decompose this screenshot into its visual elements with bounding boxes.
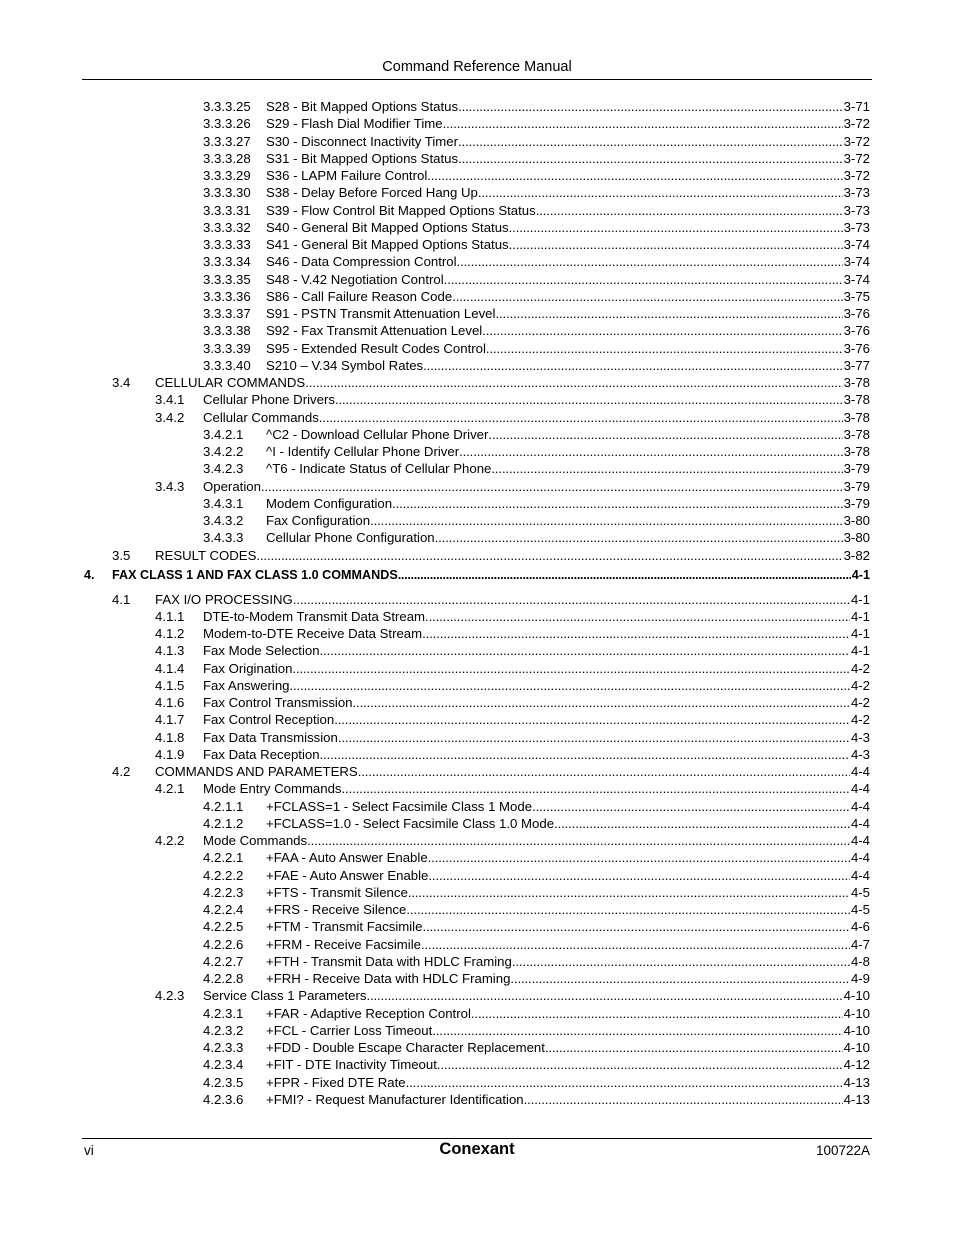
toc-entry-number: 3.4.3 <box>155 478 185 494</box>
toc-entry[interactable] <box>112 591 870 608</box>
dot-leader <box>458 133 843 150</box>
dot-leader <box>353 694 850 711</box>
dot-leader <box>319 409 843 426</box>
dot-leader <box>509 236 843 253</box>
toc-entry-number: 4.2.2.3 <box>203 884 244 900</box>
toc-entry-title: +FCLASS=1 - Select Facsimile Class 1 Mode <box>266 798 533 814</box>
toc-entry[interactable] <box>112 374 870 391</box>
toc-entry-page: 4-1 <box>850 591 870 607</box>
toc-entry-number: 3.3.3.39 <box>203 340 251 356</box>
dot-leader <box>320 746 850 763</box>
toc-entry-page: 3-78 <box>843 444 870 459</box>
toc-entry-number: 4.2.2.7 <box>203 953 244 969</box>
toc-entry-title: CELLULAR COMMANDS <box>155 375 306 390</box>
toc-entry-title: Fax Data Reception <box>203 746 320 762</box>
toc-entry-title: +FIT - DTE Inactivity Timeout <box>266 1057 437 1073</box>
toc-entry-number: 4.2.3 <box>155 988 185 1004</box>
toc-entry[interactable] <box>203 271 870 288</box>
dot-leader <box>427 167 842 184</box>
toc-entry-number: 3.3.3.35 <box>203 271 251 287</box>
toc-entry-number: 3.4.2.1 <box>203 426 244 442</box>
toc-entry-title: S36 - LAPM Failure Control <box>266 168 428 183</box>
dot-leader <box>458 150 843 167</box>
toc-entry-title: +FAE - Auto Answer Enable <box>266 867 429 883</box>
toc-entry-title: S31 - Bit Mapped Options Status <box>266 150 459 166</box>
toc-entry-page: 4-1 <box>850 608 870 624</box>
toc-entry-page: 3-72 <box>843 168 870 183</box>
toc-entry-title: +FRS - Receive Silence <box>266 902 407 917</box>
toc-entry-page: 4-4 <box>850 798 870 814</box>
toc-entry-title: +FRM - Receive Facsimile <box>266 936 421 952</box>
toc-entry[interactable] <box>203 970 870 987</box>
toc-entry-title: RESULT CODES <box>155 547 257 563</box>
toc-entry-title: Fax Configuration <box>266 513 371 528</box>
toc-entry[interactable] <box>203 115 870 132</box>
toc-entry-page: 3-82 <box>843 547 870 563</box>
dot-leader <box>510 970 850 987</box>
dot-leader <box>471 1005 843 1022</box>
toc-entry-number: 3.3.3.28 <box>203 150 251 166</box>
running-header-title: Command Reference Manual <box>382 59 572 75</box>
toc-entry[interactable] <box>203 867 870 884</box>
toc-entry-number: 3.3.3.36 <box>203 288 251 304</box>
toc-entry[interactable] <box>112 547 870 564</box>
toc-entry-number: 4.2.3.1 <box>203 1005 244 1021</box>
toc-entry-page: 4-2 <box>850 695 870 710</box>
dot-leader <box>512 953 850 970</box>
dot-leader <box>408 884 850 901</box>
toc-entry-number: 3.3.3.31 <box>203 202 251 218</box>
toc-entry[interactable] <box>203 901 870 918</box>
toc-entry[interactable] <box>155 608 870 625</box>
toc-entry-title: COMMANDS AND PARAMETERS <box>155 764 358 779</box>
toc-entry[interactable] <box>155 832 870 849</box>
toc-entry-number: 3.4 <box>112 375 131 390</box>
toc-entry-page: 4-10 <box>843 1005 870 1021</box>
dot-leader <box>406 1074 843 1091</box>
toc-entry-number: 3.4.3.1 <box>203 495 244 511</box>
toc-entry[interactable] <box>203 167 870 184</box>
toc-entry-number: 3.4.3.2 <box>203 513 244 528</box>
toc-entry[interactable] <box>155 642 870 659</box>
dot-leader <box>545 1039 843 1056</box>
toc-entry[interactable] <box>155 677 870 694</box>
toc-entry-page: 3-74 <box>843 271 870 287</box>
toc-entry-page: 4-1 <box>850 626 870 641</box>
footer-doc-number: 100722A <box>815 1143 870 1158</box>
dot-leader <box>459 443 843 460</box>
dot-leader <box>437 1056 843 1073</box>
toc-entry-title: Cellular Commands <box>203 409 319 425</box>
toc-entry-title: Fax Data Transmission <box>203 729 338 745</box>
toc-entry-page: 4-4 <box>850 781 870 797</box>
toc-entry[interactable] <box>203 798 870 815</box>
toc-entry-title: Mode Entry Commands <box>203 781 342 797</box>
dot-leader <box>366 987 842 1004</box>
toc-entry-number: 4.2.1.2 <box>203 815 244 831</box>
toc-entry-number: 4.1.1 <box>155 608 185 624</box>
toc-entry-number: 4.2.3.3 <box>203 1040 244 1055</box>
toc-entry[interactable] <box>203 1091 870 1108</box>
dot-leader <box>423 357 842 374</box>
toc-entry-title: S41 - General Bit Mapped Options Status <box>266 237 509 252</box>
toc-entry-number: 4.1.5 <box>155 677 185 693</box>
toc-entry-title: +FTS - Transmit Silence <box>266 884 408 900</box>
toc-entry-page: 4-2 <box>850 660 870 676</box>
toc-entry[interactable] <box>203 815 870 832</box>
toc-entry[interactable] <box>203 98 870 115</box>
toc-entry-page: 3-77 <box>843 357 870 373</box>
toc-entry-title: Cellular Phone Drivers <box>203 392 335 408</box>
toc-entry-title: ^C2 - Download Cellular Phone Driver <box>266 426 489 442</box>
dot-leader <box>444 271 843 288</box>
dot-leader <box>491 460 842 477</box>
toc-entry-page: 4-10 <box>843 988 870 1004</box>
toc-entry-number: 4.2.2.8 <box>203 971 244 986</box>
dot-leader <box>338 729 850 746</box>
toc-entry-page: 4-6 <box>850 919 870 935</box>
toc-entry-title: FAX CLASS 1 AND FAX CLASS 1.0 COMMANDS <box>112 568 398 583</box>
dot-leader <box>293 591 850 608</box>
toc-entry-page: 3-78 <box>843 392 870 408</box>
toc-entry-title: Fax Origination <box>203 660 293 676</box>
toc-entry-number: 4.1.6 <box>155 695 185 710</box>
toc-entry[interactable] <box>203 512 870 529</box>
toc-entry[interactable] <box>203 236 870 253</box>
toc-entry-page: 3-72 <box>843 116 870 132</box>
toc-entry-number: 3.3.3.32 <box>203 219 251 235</box>
dot-leader <box>554 815 850 832</box>
toc-entry-title: S210 – V.34 Symbol Rates <box>266 357 424 373</box>
toc-entry-page: 3-74 <box>843 237 870 252</box>
toc-entry-page: 4-4 <box>850 833 870 848</box>
toc-entry-title: +FCL - Carrier Loss Timeout <box>266 1022 433 1038</box>
toc-entry-title: S29 - Flash Dial Modifier Time <box>266 116 443 132</box>
toc-entry-title: Fax Control Transmission <box>203 695 353 710</box>
toc-entry-title: S39 - Flow Control Bit Mapped Options Status <box>266 202 536 218</box>
toc-entry[interactable] <box>155 729 870 746</box>
dot-leader <box>478 184 843 201</box>
toc-entry-number: 3.3.3.25 <box>203 99 251 114</box>
toc-entry-number: 3.4.1 <box>155 392 185 408</box>
toc-entry-title: S92 - Fax Transmit Attenuation Level <box>266 323 483 339</box>
dot-leader <box>342 780 850 797</box>
toc-entry-title: Modem Configuration <box>266 495 393 511</box>
toc-entry-title: +FRH - Receive Data with HDLC Framing <box>266 971 511 986</box>
toc-entry-number: 3.4.3.3 <box>203 530 244 546</box>
toc-entry-page: 3-79 <box>843 495 870 511</box>
toc-entry-page: 4-3 <box>850 746 870 762</box>
dot-leader <box>422 625 850 642</box>
toc-entry-number: 3.3.3.27 <box>203 133 251 149</box>
dot-leader <box>532 798 850 815</box>
toc-entry-page: 4-10 <box>843 1022 870 1038</box>
toc-entry-number: 3.5 <box>112 547 131 563</box>
toc-entry-title: Cellular Phone Configuration <box>266 530 435 546</box>
toc-entry-page: 4-1 <box>850 643 870 659</box>
toc-entry-page: 3-71 <box>843 99 870 114</box>
toc-entry-page: 4-13 <box>843 1091 870 1107</box>
dot-leader <box>457 253 843 270</box>
toc-entry-page: 3-76 <box>843 306 870 321</box>
toc-entry[interactable] <box>155 409 870 426</box>
toc-entry-page: 3-79 <box>843 461 870 477</box>
toc-entry-number: 4.1.3 <box>155 643 185 659</box>
dot-leader <box>458 98 843 115</box>
dot-leader <box>428 849 850 866</box>
dot-leader <box>482 322 842 339</box>
toc-entry-number: 4.2.2.6 <box>203 936 244 952</box>
toc-entry-page: 4-7 <box>850 936 870 952</box>
footer-page-number: vi <box>84 1143 94 1158</box>
dot-leader <box>425 608 850 625</box>
toc-entry-title: S48 - V.42 Negotiation Control <box>266 271 444 287</box>
dot-leader <box>292 660 850 677</box>
toc-entry-page: 4-9 <box>850 971 870 986</box>
toc-entry[interactable] <box>112 763 870 780</box>
toc-entry-title: S38 - Delay Before Forced Hang Up <box>266 185 478 201</box>
toc-entry[interactable] <box>155 625 870 642</box>
toc-entry-page: 4-2 <box>850 712 870 728</box>
toc-entry-number: 4. <box>84 568 95 583</box>
toc-entry-title: +FDD - Double Escape Character Replacement <box>266 1040 545 1055</box>
toc-entry-page: 3-78 <box>843 375 870 390</box>
dot-leader <box>428 867 850 884</box>
toc-entry[interactable] <box>203 953 870 970</box>
dot-leader <box>432 1022 842 1039</box>
toc-entry-page: 4-5 <box>850 884 870 900</box>
toc-entry-title: S95 - Extended Result Codes Control <box>266 340 486 356</box>
toc-entry-page: 4-4 <box>850 764 870 779</box>
toc-entry[interactable] <box>203 288 870 305</box>
dot-leader <box>421 936 850 953</box>
toc-entry-title: +FMI? - Request Manufacturer Identification <box>266 1091 524 1107</box>
toc-entry-number: 4.2.1 <box>155 781 185 797</box>
toc-entry-title: Mode Commands <box>203 833 308 848</box>
toc-entry-number: 3.4.2.2 <box>203 444 244 459</box>
toc-entry[interactable] <box>155 711 870 728</box>
toc-entry-title: +FTM - Transmit Facsimile <box>266 919 423 935</box>
toc-entry-title: S30 - Disconnect Inactivity Timer <box>266 133 459 149</box>
toc-entry-number: 4.2.3.2 <box>203 1022 244 1038</box>
dot-leader <box>320 642 850 659</box>
toc-entry-title: S40 - General Bit Mapped Options Status <box>266 219 509 235</box>
toc-entry[interactable] <box>203 884 870 901</box>
toc-entry-page: 4-4 <box>850 850 870 866</box>
toc-entry-number: 4.1.7 <box>155 712 185 728</box>
toc-entry[interactable] <box>155 660 870 677</box>
toc-entry-page: 3-80 <box>843 513 870 528</box>
toc-entry-page: 4-13 <box>843 1074 870 1090</box>
toc-entry-page: 3-79 <box>843 478 870 494</box>
dot-leader <box>422 918 850 935</box>
toc-entry[interactable] <box>155 694 870 711</box>
toc-entry[interactable] <box>203 1074 870 1091</box>
toc-entry-title: S46 - Data Compression Control <box>266 254 457 270</box>
dot-leader <box>261 478 843 495</box>
toc-entry[interactable] <box>203 443 870 460</box>
toc-entry-page: 3-76 <box>843 323 870 339</box>
toc-entry[interactable] <box>203 495 870 512</box>
dot-leader <box>335 391 843 408</box>
toc-entry[interactable] <box>155 478 870 495</box>
toc-entry[interactable] <box>203 219 870 236</box>
toc-entry-title: ^T6 - Indicate Status of Cellular Phone <box>266 461 492 477</box>
toc-entry[interactable] <box>155 987 870 1004</box>
dot-leader <box>358 763 850 780</box>
toc-entry[interactable] <box>203 340 870 357</box>
toc-entry-page: 4-5 <box>850 902 870 917</box>
toc-entry-title: Operation <box>203 478 261 494</box>
toc-entry-number: 3.3.3.34 <box>203 254 251 270</box>
toc-entry[interactable] <box>203 133 870 150</box>
toc-entry-title: ^I - Identify Cellular Phone Driver <box>266 444 460 459</box>
toc-entry-number: 4.1.4 <box>155 660 185 676</box>
dot-leader <box>370 512 843 529</box>
toc-entry-number: 4.2.3.6 <box>203 1091 244 1107</box>
toc-entry-page: 4-10 <box>843 1040 870 1055</box>
toc-entry-page: 3-75 <box>843 288 870 304</box>
toc-entry-title: +FCLASS=1.0 - Select Facsimile Class 1.0 Mode <box>266 815 555 831</box>
toc-entry-page: 3-73 <box>843 202 870 218</box>
toc-entry-number: 4.1.8 <box>155 729 185 745</box>
dot-leader <box>536 202 843 219</box>
toc-entry-number: 4.2 <box>112 764 131 779</box>
toc-entry-number: 4.1.9 <box>155 746 185 762</box>
dot-leader <box>256 547 842 564</box>
toc-entry[interactable] <box>203 305 870 322</box>
toc-entry-page: 3-78 <box>843 426 870 442</box>
dot-leader <box>495 305 842 322</box>
toc-entry-number: 3.3.3.26 <box>203 116 251 132</box>
dot-leader <box>509 219 843 236</box>
toc-entry-number: 4.1 <box>112 591 131 607</box>
dot-leader <box>452 288 842 305</box>
toc-entry[interactable] <box>203 1056 870 1073</box>
toc-entry-title: +FTH - Transmit Data with HDLC Framing <box>266 953 512 969</box>
toc-entry[interactable] <box>84 567 870 584</box>
toc-entry-page: 3-73 <box>843 185 870 201</box>
toc-entry-page: 4-8 <box>850 953 870 969</box>
toc-entry-page: 3-80 <box>843 530 870 546</box>
toc-entry[interactable] <box>203 460 870 477</box>
dot-leader <box>307 832 850 849</box>
toc-entry-number: 3.3.3.33 <box>203 237 251 252</box>
toc-entry-page: 4-4 <box>850 815 870 831</box>
toc-entry[interactable] <box>203 357 870 374</box>
dot-leader <box>305 374 842 391</box>
toc-entry-page: 3-76 <box>843 340 870 356</box>
toc-entry-page: 3-72 <box>843 133 870 149</box>
toc-entry-title: Fax Control Reception <box>203 712 335 728</box>
toc-entry-title: S86 - Call Failure Reason Code <box>266 288 453 304</box>
toc-entry-number: 4.2.3.5 <box>203 1074 244 1090</box>
dot-leader <box>334 711 850 728</box>
toc-entry-title: +FAR - Adaptive Reception Control <box>266 1005 471 1021</box>
toc-entry-title: S28 - Bit Mapped Options Status <box>266 99 459 114</box>
toc-entry-number: 3.4.2 <box>155 409 185 425</box>
toc-entry-number: 4.2.2.5 <box>203 919 244 935</box>
toc-entry[interactable] <box>155 780 870 797</box>
toc-entry-page: 4-2 <box>850 677 870 693</box>
dot-leader <box>290 677 850 694</box>
dot-leader <box>406 901 850 918</box>
toc-entry[interactable] <box>203 150 870 167</box>
dot-leader <box>488 426 842 443</box>
toc-entry-page: 4-4 <box>850 867 870 883</box>
dot-leader <box>398 567 851 584</box>
toc-entry-number: 4.1.2 <box>155 626 185 641</box>
toc-entry[interactable] <box>203 936 870 953</box>
toc-entry-title: +FPR - Fixed DTE Rate <box>266 1074 406 1090</box>
dot-leader <box>435 529 843 546</box>
toc-entry-title: Service Class 1 Parameters <box>203 988 367 1004</box>
toc-entry[interactable] <box>203 918 870 935</box>
toc-entry-title: +FAA - Auto Answer Enable <box>266 850 428 866</box>
toc-entry[interactable] <box>203 253 870 270</box>
toc-entry-page: 3-72 <box>843 150 870 166</box>
toc-entry-number: 3.3.3.30 <box>203 185 251 201</box>
toc-entry-number: 3.3.3.38 <box>203 323 251 339</box>
toc-entry-number: 3.3.3.40 <box>203 357 251 373</box>
toc-entry-number: 4.2.2.2 <box>203 867 244 883</box>
toc-entry[interactable] <box>203 202 870 219</box>
toc-entry-page: 3-74 <box>843 254 870 270</box>
footer-company-name: Conexant <box>439 1140 515 1158</box>
toc-entry[interactable] <box>155 746 870 763</box>
toc-entry[interactable] <box>203 426 870 443</box>
toc-entry-title: FAX I/O PROCESSING <box>155 591 293 607</box>
toc-entry[interactable] <box>203 184 870 201</box>
toc-entry-page: 4-1 <box>851 568 870 583</box>
dot-leader <box>486 340 843 357</box>
toc-entry[interactable] <box>203 529 870 546</box>
toc-entry-number: 4.2.2.1 <box>203 850 244 866</box>
dot-leader <box>392 495 843 512</box>
toc-entry-title: Fax Answering <box>203 677 290 693</box>
toc-entry-page: 4-3 <box>850 729 870 745</box>
toc-entry-number: 3.3.3.29 <box>203 168 251 183</box>
toc-entry-title: DTE-to-Modem Transmit Data Stream <box>203 608 426 624</box>
toc-entry-title: Modem-to-DTE Receive Data Stream <box>203 626 423 641</box>
toc-entry-number: 3.3.3.37 <box>203 306 251 321</box>
toc-entry-title: S91 - PSTN Transmit Attenuation Level <box>266 306 496 321</box>
toc-entry-page: 3-73 <box>843 219 870 235</box>
toc-entry-title: Fax Mode Selection <box>203 643 320 659</box>
toc-entry-number: 4.2.1.1 <box>203 798 244 814</box>
dot-leader <box>443 115 843 132</box>
toc-entry-page: 4-12 <box>843 1057 870 1073</box>
toc-entry-page: 3-78 <box>843 409 870 425</box>
toc-entry-number: 3.4.2.3 <box>203 461 244 477</box>
toc-entry[interactable] <box>203 1039 870 1056</box>
toc-entry[interactable] <box>155 391 870 408</box>
toc-entry[interactable] <box>203 849 870 866</box>
toc-entry[interactable] <box>203 1022 870 1039</box>
toc-entry-number: 4.2.2.4 <box>203 902 244 917</box>
dot-leader <box>524 1091 843 1108</box>
toc-entry[interactable] <box>203 322 870 339</box>
toc-entry[interactable] <box>203 1005 870 1022</box>
toc-entry-number: 4.2.2 <box>155 833 185 848</box>
toc-entry-number: 4.2.3.4 <box>203 1057 244 1073</box>
